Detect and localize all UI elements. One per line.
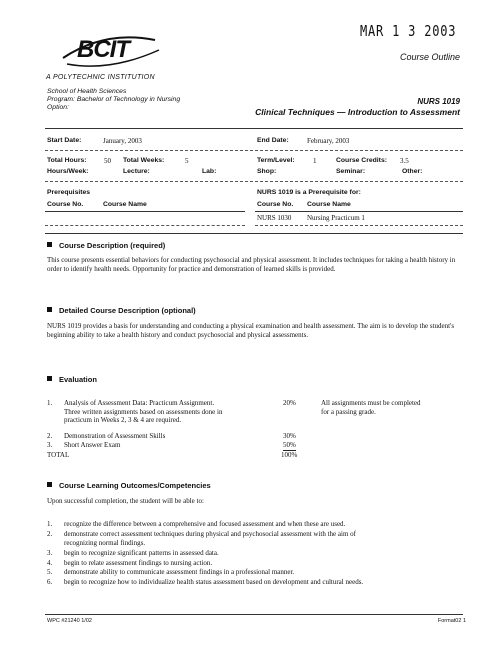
evaluation-item-line: Analysis of Assessment Data: Practicum Assignment. [64, 399, 215, 407]
course-credits-value: 3.5 [400, 157, 409, 165]
outcome-item-line: recognize the difference between a comprehensive and focused assessment and when these are used. [64, 520, 346, 528]
course-description-heading [47, 241, 165, 250]
outcome-item-number: 6. [47, 578, 53, 586]
end-date-label: End Date: [257, 137, 289, 144]
evaluation-item-percent: 30% [283, 432, 296, 440]
total-weeks-label: Total Weeks: [123, 157, 165, 164]
evaluation-item-percent: 50% [283, 441, 296, 449]
prereq-underline-right [255, 211, 463, 212]
evaluation-item-line: Short Answer Exam [64, 441, 121, 449]
other-label: Other: [402, 168, 423, 175]
program-name: Program: Bachelor of Technology in Nursing [47, 96, 181, 103]
outcome-item-line: begin to relate assessment findings to nursing action. [64, 559, 213, 567]
outcomes-title: Course Learning Outcomes/Competencies [59, 481, 211, 490]
evaluation-note-line1: All assignments must be completed [321, 399, 421, 407]
course-description-text: This course presents essential behaviors for conducting psychosocial and physical assessment. It includes techniques for taking a health history in order to identify health needs. Opportunity for practice and demonstration of learned skills is provided. [47, 256, 456, 273]
lab-label: Lab: [202, 168, 217, 175]
logo-wordmark: BCIT [77, 36, 129, 63]
evaluation-heading [47, 375, 97, 384]
evaluation-total-percent: 100% [281, 451, 298, 459]
outcome-item-line: begin to recognize significant patterns in assessed data. [64, 549, 219, 557]
outcomes-intro: Upon successful completion, the student will be able to: [47, 497, 204, 505]
prereq-for-title: NURS 1019 is a Prerequisite for: [257, 189, 361, 196]
school-name: School of Health Sciences [47, 88, 127, 95]
detailed-description-heading [47, 306, 196, 315]
outcome-item-line: recognizing normal findings. [64, 538, 146, 547]
footer-page-number: Format02 1 [437, 618, 466, 624]
evaluation-item-number: 3. [47, 441, 53, 449]
bullet-square-icon [47, 307, 52, 312]
prereq-for-name-label: Course Name [307, 201, 351, 208]
outcome-item-line: demonstrate ability to communicate assessment findings in a professional manner. [64, 568, 295, 576]
hours-divider [45, 181, 463, 182]
bullet-square-icon [47, 242, 52, 247]
course-title: Clinical Techniques — Introduction to Assessment [255, 107, 460, 117]
prerequisites-title: Prerequisites [47, 189, 91, 196]
start-date-value: January, 2003 [103, 137, 142, 145]
evaluation-item-line: practicum in Weeks 2, 3 & 4 are required. [64, 416, 182, 424]
total-weeks-value: 5 [185, 157, 189, 165]
term-level-value: 1 [313, 157, 317, 165]
footer-divider [45, 614, 463, 615]
evaluation-item-number: 2. [47, 432, 53, 440]
outcomes-heading [47, 481, 211, 490]
outcome-item-line: begin to recognize how to individualize health status assessment based on development and cultural needs. [64, 578, 364, 586]
prereq-for-no-label: Course No. [257, 201, 294, 208]
prereq-course-no-label: Course No. [47, 201, 84, 208]
start-date-label: Start Date: [47, 137, 82, 144]
evaluation-title: Evaluation [59, 375, 97, 384]
outcome-item-number: 3. [47, 549, 53, 557]
outcome-item-number: 2. [47, 530, 53, 538]
prereq-row-divider-right [255, 225, 463, 226]
outcome-item-number: 4. [47, 559, 53, 567]
course-credits-label: Course Credits: [336, 157, 387, 164]
lecture-label: Lecture: [123, 168, 150, 175]
received-stamp: MAR 1 3 2003 [360, 22, 457, 40]
bcit-logo [55, 28, 165, 73]
end-date-value: February, 2003 [307, 137, 350, 145]
prereq-course-name-label: Course Name [103, 201, 147, 208]
footer-doc-number: WPC #21240 1/02 [47, 618, 92, 624]
schedule-divider [45, 150, 463, 151]
detailed-description-text: NURS 1019 provides a basis for understanding and conducting a physical examination and health assessment. The aim is to develop the student's beginning ability to take a health history and conduct psychosocial and physical assessments. [47, 322, 455, 339]
prereq-for-course-no: NURS 1030 [257, 214, 292, 222]
total-hours-label: Total Hours: [47, 157, 87, 164]
course-code: NURS 1019 [417, 97, 460, 106]
evaluation-item-percent: 20% [283, 399, 296, 407]
bullet-square-icon [47, 482, 52, 487]
evaluation-item-line: Demonstration of Assessment Skills [64, 432, 166, 440]
bullet-square-icon [47, 376, 52, 381]
term-level-label: Term/Level: [257, 157, 295, 164]
option-label: Option: [47, 104, 69, 111]
document-type: Course Outline [399, 52, 460, 62]
evaluation-note-line2: for a passing grade. [321, 408, 376, 416]
prereq-for-course-name: Nursing Practicum 1 [307, 214, 365, 222]
detailed-description-title: Detailed Course Description (optional) [59, 306, 196, 315]
seminar-label: Seminar: [336, 168, 366, 175]
logo-tagline: A POLYTECHNIC INSTITUTION [46, 74, 155, 81]
outcome-item-number: 5. [47, 568, 53, 576]
header-divider [45, 128, 463, 129]
shop-label: Shop: [257, 168, 277, 175]
outcome-item-line: demonstrate correct assessment techniques during physical and psychosocial assessment with the aim of [64, 530, 356, 538]
course-description-title: Course Description (required) [59, 241, 166, 250]
evaluation-total-label: TOTAL [47, 451, 70, 459]
hours-week-label: Hours/Week: [47, 168, 89, 175]
outcome-item-number: 1. [47, 520, 53, 528]
prereq-row-divider-left [45, 225, 245, 226]
total-hours-value: 50 [104, 157, 111, 165]
prereq-underline-left [45, 211, 245, 212]
prereq-bottom-divider [45, 233, 463, 234]
evaluation-item-line: Three written assignments based on assessments done in [64, 407, 223, 416]
evaluation-item-number: 1. [47, 399, 53, 407]
